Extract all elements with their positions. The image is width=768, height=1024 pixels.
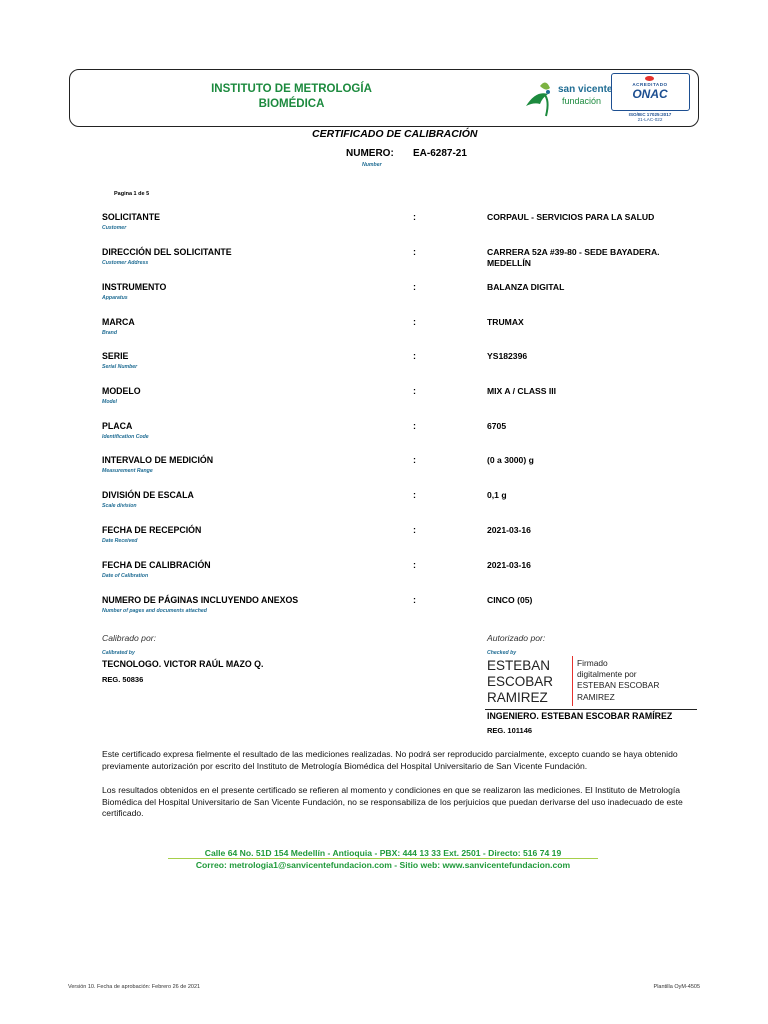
field-label: SOLICITANTE [102,212,160,222]
field-sublabel: Model [102,399,117,405]
field-value: CORPAUL - SERVICIOS PARA LA SALUD [487,212,655,222]
field-label: INSTRUMENTO [102,282,167,292]
digital-note-line3: ESTEBAN ESCOBAR [577,680,660,691]
field-value: CARRERA 52A #39-80 - SEDE BAYADERA. [487,247,660,257]
institute-title-line1: INSTITUTO DE METROLOGÍA [211,83,372,95]
digital-note-line1: Firmado [577,658,608,668]
p2-line2: Biomédica del Hospital Universitario de San Vicente Fundación, no se responsabiliza de los perjuicios que puedan derivarse del uso inadecuado de este [102,796,683,807]
digital-signature-note [577,658,659,703]
logo-text-top: san vicente [558,84,613,95]
onac-accredited-text: ACREDITADO [632,82,668,87]
field-sublabel: Number of pages and documents attached [102,608,207,614]
field-sublabel: Date Received [102,538,138,544]
field-label: MARCA [102,317,135,327]
field-value: MIX A / CLASS III [487,386,557,396]
field-colon: : [413,421,416,431]
certificate-header [69,69,699,127]
field-sublabel: Measurement Range [102,468,153,474]
field-label: FECHA DE CALIBRACIÓN [102,560,211,570]
field-value: 2021-03-16 [487,560,531,570]
field-colon: : [413,525,416,535]
institute-title [70,82,513,112]
signature-divider [572,656,573,706]
logo-text-bottom: fundación [562,96,602,106]
calibrated-name: TECNOLOGO. VICTOR RAÚL MAZO Q. [102,659,264,669]
san-vicente-logo [522,76,614,118]
field-label: NUMERO DE PÁGINAS INCLUYENDO ANEXOS [102,595,299,605]
field-colon: : [413,212,416,222]
document-version: Versión 10. Fecha de aprobación: Febrero 26 de 2021 [68,984,201,990]
field-colon: : [413,560,416,570]
field-value: (0 a 3000) g [487,455,534,465]
field-sublabel: Brand [102,330,117,336]
p2-line3: certificado. [102,808,144,819]
field-sublabel: Customer Address [102,260,149,266]
onac-standard: ISO/IEC 17025:2017 [628,112,672,117]
certificate-number-sub: Number [362,162,382,168]
authorized-sub: Checked by [487,650,517,656]
field-value-line2: MEDELLÍN [487,258,531,268]
p2-line1: Los resultados obtenidos en el presente certificado se refieren al momento y condiciones en que se realizaron las mediciones. El Instituto de Metrología [102,785,681,795]
footer-contact: Correo: metrologia1@sanvicentefundacion.com - Sitio web: www.sanvicentefundacion.com [195,860,571,870]
field-sublabel: Customer [102,225,127,231]
field-colon: : [413,247,416,257]
digital-note-line2: digitalmente por [577,669,637,680]
authorized-heading: Autorizado por: [487,633,546,643]
field-value: YS182396 [487,351,528,361]
calibrated-heading: Calibrado por: [102,633,156,643]
disclaimer-paragraph-1 [102,749,702,772]
digital-signature-name [487,658,553,706]
field-value: 2021-03-16 [487,525,531,535]
authorized-name: INGENIERO. ESTEBAN ESCOBAR RAMÍREZ [487,711,673,721]
field-colon: : [413,282,416,292]
page-indicator: Pagina 1 de 5 [114,191,150,197]
sig-line1: ESTEBAN [487,658,551,673]
field-sublabel: Serial Number [102,364,138,370]
field-value: BALANZA DIGITAL [487,282,565,292]
field-colon: : [413,317,416,327]
certificate-number-label: NUMERO: [346,148,394,159]
field-label: FECHA DE RECEPCIÓN [102,525,202,535]
field-colon: : [413,386,416,396]
field-sublabel: Identification Code [102,434,149,440]
p1-line1: Este certificado expresa fielmente el resultado de las mediciones realizadas. No podrá ser reproducido parcialmente, excepto cuando se haya obtenido [102,749,678,759]
calibrated-sub: Calibrated by [102,650,135,656]
certificate-number: EA-6287-21 [413,148,467,159]
field-label: DIRECCIÓN DEL SOLICITANTE [102,247,232,257]
field-label: INTERVALO DE MEDICIÓN [102,455,214,465]
onac-accreditation-badge [611,73,690,123]
footer-divider [168,858,598,859]
field-value: TRUMAX [487,317,524,327]
institute-title-line2: BIOMÉDICA [258,98,325,110]
field-value: 0,1 g [487,490,507,500]
onac-emblem-icon [645,76,654,81]
template-code: Plantilla OyM-4505 [653,984,700,990]
field-value: 6705 [487,421,507,431]
footer-address: Calle 64 No. 51D 154 Medellín - Antioquia - PBX: 444 13 33 Ext. 2501 - Directo: 516 74 19 [204,848,562,858]
field-sublabel: Date of Calibration [102,573,149,579]
sig-line2: ESCOBAR [487,674,554,689]
field-sublabel: Apparatus [102,295,128,301]
onac-brand: ONAC [632,87,668,101]
field-colon: : [413,595,416,605]
onac-code: 21-LAC-022 [637,117,663,122]
field-colon: : [413,490,416,500]
field-label: DIVISIÓN DE ESCALA [102,490,194,500]
field-label: PLACA [102,421,133,431]
field-label: SERIE [102,351,129,361]
disclaimer-paragraph-2 [102,785,702,820]
sig-line3: RAMIREZ [487,690,548,705]
p1-line2: previamente autorización por escrito del Instituto de Metrología Biomédica del Hospital Universitario de San Vicente Fundación. [102,760,588,771]
authorized-reg: REG. 101146 [487,726,533,735]
digital-note-line4: RAMIREZ [577,691,615,702]
field-label: MODELO [102,386,141,396]
signature-line [485,709,697,710]
field-colon: : [413,455,416,465]
field-colon: : [413,351,416,361]
field-value: CINCO (05) [487,595,533,605]
field-sublabel: Scale division [102,503,137,509]
calibrated-reg: REG. 50836 [102,675,144,684]
certificate-title: CERTIFICADO DE CALIBRACIÓN [312,128,478,140]
